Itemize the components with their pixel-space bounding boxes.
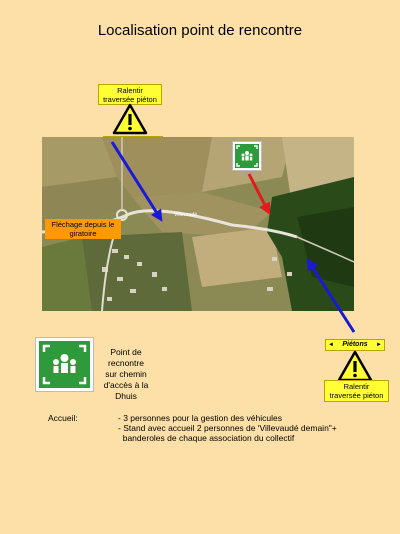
- list-item: - Stand avec accueil 2 personnes de 'Villevaudé demain"+: [118, 423, 337, 433]
- arrow-right-icon: ►: [376, 342, 382, 348]
- accueil-label: Accueil:: [48, 413, 78, 423]
- red-arrow: [249, 174, 268, 211]
- assembly-point-sign: [35, 337, 94, 392]
- warning-triangle-icon: [337, 350, 373, 382]
- arrow-left-icon: ◄: [328, 342, 334, 348]
- assembly-point-icon: [36, 338, 93, 391]
- list-item: banderoles de chaque association du collectif: [118, 433, 295, 443]
- flechage-label: Fléchage depuis le giratoire: [45, 219, 121, 239]
- meeting-point-text: Point de recnontre sur chemin d'accès à la Dhuis: [103, 347, 149, 401]
- assembly-point-icon-small: [232, 141, 262, 171]
- blue-arrow-bottom: [309, 262, 354, 332]
- accueil-list: [118, 413, 388, 443]
- warning-label-bottom: Ralentir traversée piéton: [324, 380, 389, 402]
- map-road-label: Villevaudé: [174, 212, 197, 218]
- page-title: Localisation point de rencontre: [97, 22, 303, 39]
- list-item: - 3 personnes pour la gestion des véhicules: [118, 413, 282, 423]
- pietons-label-bottom: ◄ Piétons ►: [325, 339, 385, 351]
- blue-arrow-top: [112, 142, 160, 218]
- assembly-point-icon: [233, 142, 261, 170]
- warning-label-top: Ralentir traversée piéton: [98, 84, 162, 105]
